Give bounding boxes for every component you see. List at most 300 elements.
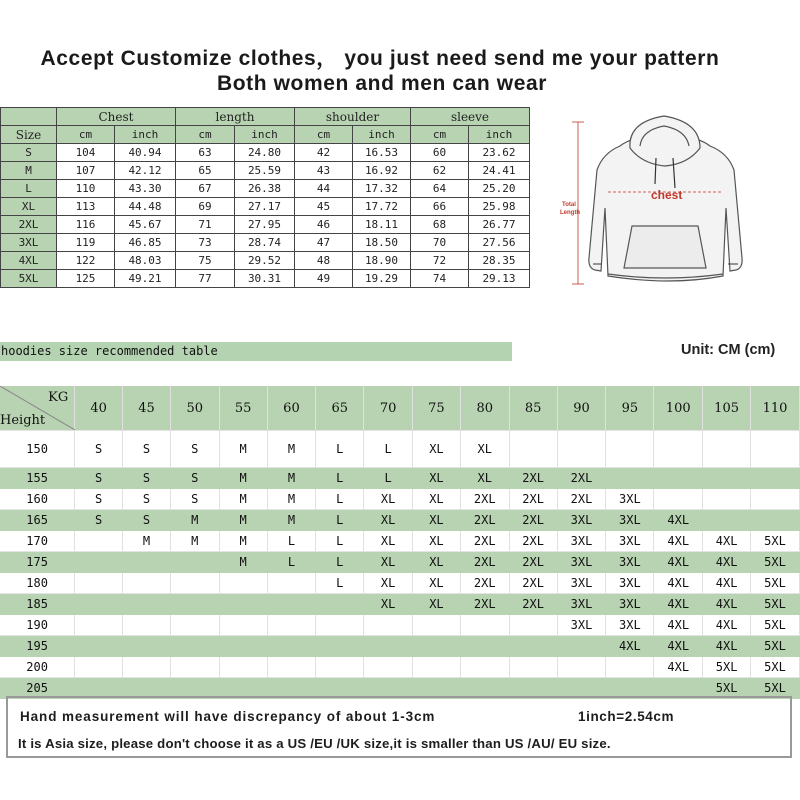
size-value-cell: 23.62 — [469, 144, 530, 162]
size-recommendation-cell: 2XL — [509, 468, 557, 489]
size-value-cell: 17.72 — [353, 198, 411, 216]
size-recommendation-cell: 5XL — [751, 657, 800, 678]
size-recommendation-cell: XL — [364, 552, 413, 573]
size-value-cell: 29.13 — [469, 270, 530, 288]
size-recommendation-cell: XL — [413, 468, 461, 489]
size-recommendation-cell — [219, 615, 267, 636]
size-recommendation-cell: 2XL — [509, 510, 557, 531]
size-recommendation-cell: XL — [413, 552, 461, 573]
size-recommendation-cell: S — [75, 510, 123, 531]
size-value-cell: 26.77 — [469, 216, 530, 234]
size-recommendation-cell — [751, 489, 800, 510]
size-label-cell: S — [1, 144, 57, 162]
size-recommendation-cell: L — [316, 431, 364, 468]
size-recommendation-cell — [654, 468, 703, 489]
size-recommendation-cell: 3XL — [606, 510, 654, 531]
size-value-cell: 77 — [176, 270, 235, 288]
size-recommendation-cell — [267, 636, 316, 657]
size-value-cell: 116 — [57, 216, 115, 234]
weight-header-cell: 75 — [413, 386, 461, 431]
size-recommendation-cell — [170, 615, 219, 636]
size-recommendation-cell: L — [316, 510, 364, 531]
height-row — [0, 636, 800, 657]
size-recommendation-cell — [75, 636, 123, 657]
size-recommendation-cell: XL — [364, 510, 413, 531]
size-value-cell: 42.12 — [115, 162, 176, 180]
size-recommendation-cell: M — [219, 489, 267, 510]
size-value-cell: 43 — [295, 162, 353, 180]
size-label-cell: M — [1, 162, 57, 180]
unit-cell: cm — [295, 126, 353, 144]
size-recommendation-cell: 4XL — [654, 531, 703, 552]
size-value-cell: 49 — [295, 270, 353, 288]
size-recommendation-cell — [219, 594, 267, 615]
size-recommendation-cell — [316, 594, 364, 615]
weight-header-cell: 60 — [267, 386, 316, 431]
size-recommendation-cell: L — [316, 573, 364, 594]
size-value-cell: 26.38 — [235, 180, 295, 198]
height-row — [0, 431, 800, 468]
size-value-cell: 16.53 — [353, 144, 411, 162]
size-recommendation-cell — [460, 636, 509, 657]
size-recommendation-cell — [123, 657, 171, 678]
size-recommendation-cell: 2XL — [460, 573, 509, 594]
size-row — [1, 234, 530, 252]
size-value-cell: 25.20 — [469, 180, 530, 198]
weight-header-cell: 100 — [654, 386, 703, 431]
group-chest: Chest — [57, 108, 176, 126]
size-value-cell: 69 — [176, 198, 235, 216]
size-value-cell: 42 — [295, 144, 353, 162]
size-recommendation-cell — [316, 615, 364, 636]
weight-header-cell: 95 — [606, 386, 654, 431]
size-recommendation-cell: S — [123, 489, 171, 510]
size-value-cell: 18.90 — [353, 252, 411, 270]
size-recommendation-cell — [170, 573, 219, 594]
height-label: Height — [0, 413, 46, 428]
unit-cell: cm — [411, 126, 469, 144]
size-recommendation-cell: 3XL — [557, 615, 606, 636]
size-recommendation-cell: 3XL — [606, 552, 654, 573]
size-recommendation-cell — [123, 636, 171, 657]
size-recommendation-cell — [267, 615, 316, 636]
size-recommendation-cell: XL — [413, 510, 461, 531]
size-recommendation-cell — [751, 468, 800, 489]
size-recommendation-cell: M — [219, 552, 267, 573]
corner-cell — [0, 386, 75, 431]
size-value-cell: 29.52 — [235, 252, 295, 270]
size-value-cell: 24.80 — [235, 144, 295, 162]
size-recommendation-cell: 2XL — [557, 468, 606, 489]
size-recommendation-cell: 4XL — [703, 594, 751, 615]
size-recommendation-cell: 4XL — [654, 636, 703, 657]
size-recommendation-cell — [316, 657, 364, 678]
size-value-cell: 110 — [57, 180, 115, 198]
height-row — [0, 657, 800, 678]
size-value-cell: 25.98 — [469, 198, 530, 216]
height-row — [0, 531, 800, 552]
size-recommendation-cell — [75, 615, 123, 636]
size-recommendation-cell: XL — [413, 531, 461, 552]
size-value-cell: 48 — [295, 252, 353, 270]
size-recommendation-cell: 4XL — [654, 510, 703, 531]
size-row — [1, 180, 530, 198]
notes-box — [6, 696, 792, 758]
size-recommendation-cell: L — [364, 431, 413, 468]
height-cell: 165 — [0, 510, 75, 531]
size-value-cell: 60 — [411, 144, 469, 162]
size-recommendation-cell: 2XL — [460, 489, 509, 510]
size-value-cell: 104 — [57, 144, 115, 162]
size-value-cell: 67 — [176, 180, 235, 198]
size-value-cell: 43.30 — [115, 180, 176, 198]
size-recommendation-cell — [123, 573, 171, 594]
size-recommendation-cell: 5XL — [751, 678, 800, 699]
size-recommendation-cell — [267, 594, 316, 615]
header-line-2: Both women and men can wear — [216, 72, 548, 95]
size-recommendation-cell: M — [267, 431, 316, 468]
size-recommendation-cell — [123, 552, 171, 573]
size-recommendation-cell — [751, 510, 800, 531]
size-recommendation-cell: 3XL — [557, 552, 606, 573]
size-value-cell: 44.48 — [115, 198, 176, 216]
height-row — [0, 468, 800, 489]
header-line-1: Accept Customize clothes， you just need send me your pattern — [40, 47, 720, 70]
size-recommendation-cell: M — [170, 531, 219, 552]
size-value-cell: 44 — [295, 180, 353, 198]
size-value-cell: 40.94 — [115, 144, 176, 162]
size-value-cell: 17.32 — [353, 180, 411, 198]
unit-label: Unit: CM (cm) — [681, 342, 776, 358]
size-recommendation-cell — [123, 594, 171, 615]
size-value-cell: 75 — [176, 252, 235, 270]
size-recommendation-cell: 3XL — [606, 594, 654, 615]
size-table-unit-row — [1, 126, 530, 144]
size-recommendation-cell: 4XL — [703, 531, 751, 552]
size-label-cell: 4XL — [1, 252, 57, 270]
size-recommendation-cell: 4XL — [654, 615, 703, 636]
size-recommendation-cell — [460, 615, 509, 636]
weight-header-cell: 55 — [219, 386, 267, 431]
size-recommendation-cell: L — [267, 552, 316, 573]
size-recommendation-cell — [751, 431, 800, 468]
size-value-cell: 71 — [176, 216, 235, 234]
size-value-cell: 119 — [57, 234, 115, 252]
weight-header-cell: 45 — [123, 386, 171, 431]
size-value-cell: 122 — [57, 252, 115, 270]
size-recommendation-cell — [703, 468, 751, 489]
size-recommendation-cell: 4XL — [703, 615, 751, 636]
size-recommendation-cell: 3XL — [606, 531, 654, 552]
size-recommendation-cell: 2XL — [509, 489, 557, 510]
size-recommendation-cell — [170, 636, 219, 657]
size-recommendation-cell: 2XL — [460, 594, 509, 615]
unit-cell: cm — [57, 126, 115, 144]
size-value-cell: 68 — [411, 216, 469, 234]
size-row — [1, 252, 530, 270]
size-value-cell: 113 — [57, 198, 115, 216]
kg-label: KG — [48, 390, 69, 405]
size-recommendation-cell — [703, 431, 751, 468]
size-recommendation-cell: 2XL — [509, 552, 557, 573]
size-recommendation-cell: M — [267, 510, 316, 531]
size-recommendation-cell: S — [123, 468, 171, 489]
size-recommendation-cell: 4XL — [654, 657, 703, 678]
size-recommendation-cell: XL — [364, 594, 413, 615]
size-value-cell: 125 — [57, 270, 115, 288]
size-recommendation-cell: 4XL — [654, 594, 703, 615]
size-recommendation-cell — [267, 573, 316, 594]
height-row — [0, 594, 800, 615]
size-recommendation-cell: M — [170, 510, 219, 531]
size-recommendation-cell — [606, 657, 654, 678]
height-cell: 180 — [0, 573, 75, 594]
size-recommendation-cell — [364, 615, 413, 636]
size-recommendation-cell — [75, 594, 123, 615]
size-recommendation-cell: XL — [364, 531, 413, 552]
height-row — [0, 573, 800, 594]
size-value-cell: 63 — [176, 144, 235, 162]
size-recommendation-cell — [364, 636, 413, 657]
size-recommendation-cell: S — [123, 431, 171, 468]
height-cell: 175 — [0, 552, 75, 573]
size-recommendation-cell — [509, 657, 557, 678]
height-cell: 190 — [0, 615, 75, 636]
group-shoulder: shoulder — [295, 108, 411, 126]
size-value-cell: 28.35 — [469, 252, 530, 270]
size-recommendation-cell: 3XL — [557, 510, 606, 531]
height-cell: 205 — [0, 678, 75, 699]
size-value-cell: 65 — [176, 162, 235, 180]
size-recommendation-cell: 3XL — [557, 573, 606, 594]
size-recommendation-cell: 2XL — [509, 531, 557, 552]
note-discrepancy: Hand measurement will have discrepancy of about 1-3cm — [20, 709, 436, 724]
size-recommendation-cell — [75, 573, 123, 594]
size-recommendation-cell: S — [170, 489, 219, 510]
size-recommendation-cell — [606, 431, 654, 468]
size-value-cell: 45 — [295, 198, 353, 216]
size-recommendation-cell: L — [316, 468, 364, 489]
note-inch-conversion: 1inch=2.54cm — [578, 709, 675, 724]
size-recommendation-cell — [219, 636, 267, 657]
unit-cell: inch — [353, 126, 411, 144]
size-recommendation-cell: 2XL — [509, 594, 557, 615]
size-value-cell: 48.03 — [115, 252, 176, 270]
size-value-cell: 46.85 — [115, 234, 176, 252]
size-recommendation-cell: 5XL — [751, 615, 800, 636]
size-recommendation-cell — [170, 552, 219, 573]
size-recommendation-cell — [267, 657, 316, 678]
unit-cell: cm — [176, 126, 235, 144]
size-recommendation-cell: 3XL — [557, 594, 606, 615]
size-recommendation-cell: 5XL — [751, 573, 800, 594]
size-row — [1, 144, 530, 162]
group-length: length — [176, 108, 295, 126]
size-value-cell: 30.31 — [235, 270, 295, 288]
weight-header-cell: 105 — [703, 386, 751, 431]
height-cell: 150 — [0, 431, 75, 468]
size-recommendation-cell: XL — [413, 594, 461, 615]
size-value-cell: 73 — [176, 234, 235, 252]
size-recommendation-cell: M — [267, 489, 316, 510]
recommended-size-table — [0, 386, 800, 699]
size-value-cell: 66 — [411, 198, 469, 216]
size-recommendation-cell: XL — [460, 468, 509, 489]
size-recommendation-cell — [509, 431, 557, 468]
chest-label: chest — [651, 188, 683, 202]
size-recommendation-cell: M — [219, 431, 267, 468]
size-recommendation-cell: 2XL — [509, 573, 557, 594]
size-value-cell: 16.92 — [353, 162, 411, 180]
height-row — [0, 552, 800, 573]
weight-header-row — [0, 386, 800, 431]
size-recommendation-cell: 5XL — [703, 657, 751, 678]
height-cell: 200 — [0, 657, 75, 678]
size-value-cell: 74 — [411, 270, 469, 288]
size-recommendation-cell: 4XL — [654, 573, 703, 594]
size-recommendation-cell: L — [316, 489, 364, 510]
size-label-cell: L — [1, 180, 57, 198]
size-recommendation-cell — [219, 573, 267, 594]
size-recommendation-cell: 5XL — [751, 552, 800, 573]
size-recommendation-cell: 4XL — [654, 552, 703, 573]
size-recommendation-cell: XL — [413, 431, 461, 468]
height-cell: 195 — [0, 636, 75, 657]
size-value-cell: 70 — [411, 234, 469, 252]
size-value-cell: 25.59 — [235, 162, 295, 180]
size-recommendation-cell: 4XL — [703, 552, 751, 573]
height-cell: 170 — [0, 531, 75, 552]
size-value-cell: 47 — [295, 234, 353, 252]
size-value-cell: 27.95 — [235, 216, 295, 234]
size-recommendation-cell — [509, 615, 557, 636]
size-recommendation-cell: XL — [460, 431, 509, 468]
size-value-cell: 27.17 — [235, 198, 295, 216]
size-recommendation-cell — [219, 657, 267, 678]
note-asia-size: It is Asia size, please don't choose it as a US /EU /UK size,it is smaller than US /AU/ EU size. — [18, 736, 611, 751]
size-recommendation-cell: 3XL — [606, 573, 654, 594]
size-recommendation-cell: L — [316, 552, 364, 573]
size-value-cell: 19.29 — [353, 270, 411, 288]
size-recommendation-cell: XL — [364, 489, 413, 510]
size-table — [0, 107, 530, 288]
size-recommendation-cell — [703, 489, 751, 510]
unit-cell: inch — [115, 126, 176, 144]
size-value-cell: 49.21 — [115, 270, 176, 288]
size-recommendation-cell: 3XL — [557, 531, 606, 552]
size-recommendation-cell — [316, 636, 364, 657]
size-recommendation-cell: XL — [413, 573, 461, 594]
height-row — [0, 510, 800, 531]
size-recommendation-cell — [557, 431, 606, 468]
size-recommendation-cell: L — [364, 468, 413, 489]
size-row — [1, 162, 530, 180]
size-recommendation-cell: 5XL — [751, 594, 800, 615]
unit-cell: inch — [235, 126, 295, 144]
size-recommendation-cell: S — [170, 431, 219, 468]
size-recommendation-cell: S — [123, 510, 171, 531]
size-value-cell: 107 — [57, 162, 115, 180]
size-table-group-row — [1, 108, 530, 126]
weight-header-cell: 110 — [751, 386, 800, 431]
size-recommendation-cell — [75, 531, 123, 552]
size-recommendation-cell — [364, 657, 413, 678]
height-cell: 160 — [0, 489, 75, 510]
size-recommendation-cell — [703, 510, 751, 531]
size-recommendation-cell: S — [75, 431, 123, 468]
size-recommendation-cell — [460, 657, 509, 678]
total-label: Total — [562, 202, 576, 208]
size-value-cell: 18.50 — [353, 234, 411, 252]
size-recommendation-cell: 2XL — [557, 489, 606, 510]
size-value-cell: 64 — [411, 180, 469, 198]
size-header: Size — [1, 126, 57, 144]
size-recommendation-cell — [75, 657, 123, 678]
size-value-cell: 28.74 — [235, 234, 295, 252]
length-label: Length — [560, 210, 580, 216]
size-recommendation-cell — [654, 489, 703, 510]
size-recommendation-cell: 3XL — [606, 489, 654, 510]
size-recommendation-cell: 4XL — [606, 636, 654, 657]
weight-header-cell: 80 — [460, 386, 509, 431]
size-recommendation-cell — [75, 552, 123, 573]
recommended-table-banner: hoodies size recommended table — [0, 342, 512, 361]
size-recommendation-cell: M — [219, 510, 267, 531]
weight-header-cell: 70 — [364, 386, 413, 431]
weight-header-cell: 50 — [170, 386, 219, 431]
size-recommendation-cell: S — [75, 489, 123, 510]
size-recommendation-cell: M — [123, 531, 171, 552]
weight-header-cell: 85 — [509, 386, 557, 431]
size-recommendation-cell: M — [267, 468, 316, 489]
size-recommendation-cell — [123, 615, 171, 636]
size-value-cell: 46 — [295, 216, 353, 234]
weight-header-cell: 40 — [75, 386, 123, 431]
size-recommendation-cell — [413, 657, 461, 678]
size-recommendation-cell — [557, 657, 606, 678]
size-recommendation-cell — [606, 468, 654, 489]
size-recommendation-cell: XL — [364, 573, 413, 594]
size-recommendation-cell: S — [75, 468, 123, 489]
size-value-cell: 72 — [411, 252, 469, 270]
size-recommendation-cell: 5XL — [751, 636, 800, 657]
height-row — [0, 489, 800, 510]
size-recommendation-cell: XL — [413, 489, 461, 510]
size-recommendation-cell — [557, 636, 606, 657]
size-value-cell: 27.56 — [469, 234, 530, 252]
unit-cell: inch — [469, 126, 530, 144]
size-label-cell: XL — [1, 198, 57, 216]
height-cell: 155 — [0, 468, 75, 489]
size-value-cell: 45.67 — [115, 216, 176, 234]
size-recommendation-cell: 4XL — [703, 636, 751, 657]
weight-header-cell: 90 — [557, 386, 606, 431]
size-recommendation-cell — [170, 594, 219, 615]
size-row — [1, 198, 530, 216]
height-cell: 185 — [0, 594, 75, 615]
size-recommendation-cell: M — [219, 531, 267, 552]
size-recommendation-cell — [654, 431, 703, 468]
size-row — [1, 270, 530, 288]
size-recommendation-cell: 2XL — [460, 531, 509, 552]
size-recommendation-cell: L — [267, 531, 316, 552]
size-recommendation-cell — [413, 615, 461, 636]
size-recommendation-cell: L — [316, 531, 364, 552]
size-recommendation-cell — [170, 657, 219, 678]
size-recommendation-cell: 5XL — [751, 531, 800, 552]
size-label-cell: 2XL — [1, 216, 57, 234]
size-recommendation-cell: 3XL — [606, 615, 654, 636]
